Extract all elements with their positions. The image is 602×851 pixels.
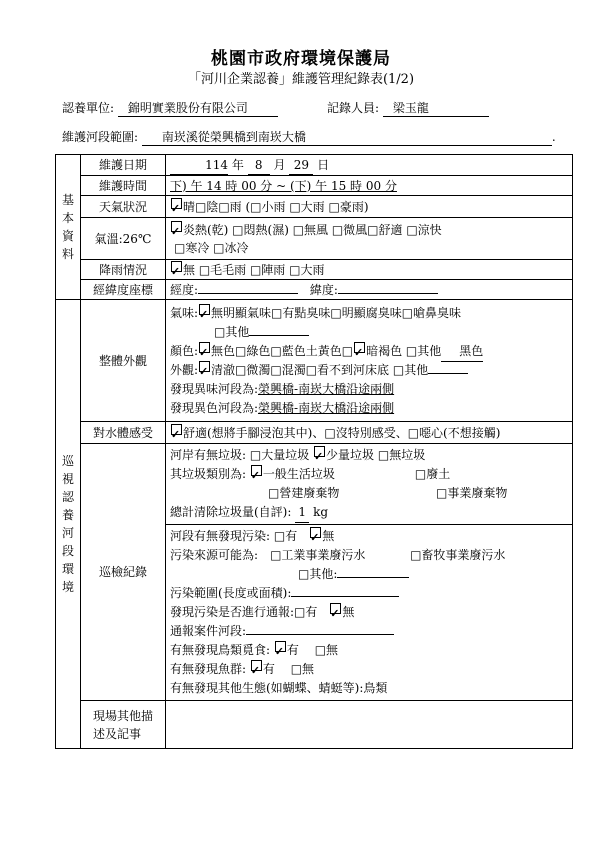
range-value: 南崁溪從榮興橋到南崁大橋	[142, 128, 552, 146]
overall-row	[56, 300, 573, 422]
checkbox-icon: ✓	[199, 304, 210, 315]
temp-row	[56, 218, 573, 260]
feeling-label: 對水體感受	[81, 422, 166, 444]
checkbox-icon: ✓	[314, 446, 325, 457]
time-value: 下) 午 14 時 00 分 ~ (下) 午 15 時 00 分	[166, 176, 573, 196]
date-value: 114 年 8 月 29 日	[166, 155, 573, 176]
adopter-line	[62, 99, 278, 117]
rain-row	[56, 260, 573, 280]
checkbox-icon: ✓	[330, 603, 341, 614]
notes-label: 現場其他描 述及記事	[81, 701, 166, 749]
rain-label: 降雨情況	[81, 260, 166, 280]
time-row	[56, 176, 573, 196]
coord-label: 經緯度座標	[81, 280, 166, 300]
checkbox-icon: ✓	[171, 198, 182, 209]
time-label: 維護時間	[81, 176, 166, 196]
checkbox-icon: ✓	[251, 660, 262, 671]
coord-value: 經度: 緯度:	[166, 280, 573, 300]
overall-label: 整體外觀	[81, 300, 166, 422]
recorder-line	[327, 99, 489, 117]
adopter-value: 錦明實業股份有限公司	[118, 99, 278, 117]
section-basic: 基 本 資 料	[56, 155, 81, 300]
checkbox-icon: ✓	[251, 465, 262, 476]
document-title: 桃園市政府環境保護局	[211, 49, 391, 69]
adopter-label: 認養單位:	[62, 101, 115, 115]
range-label: 維護河段範圍:	[62, 130, 139, 144]
overall-value: 氣味:✓ 無明顯氣味□有點臭味□明顯腐臭味□嗆鼻臭味 □其他 顏色:✓ 無色□綠色□藍色土黃色□✓ 暗褐色 □其他 黑色 外觀:✓ 清澈□微濁□混濁□看不到河床底 □其他 發現異味河段為:榮興橋-南崁大橋沿途兩側 發現異色河段為:榮興橋-南崁大橋沿途兩側	[166, 300, 573, 422]
notes-row	[56, 701, 573, 749]
checkbox-icon: ✓	[171, 424, 182, 435]
weather-label: 天氣狀況	[81, 196, 166, 218]
range-line	[62, 128, 556, 146]
checkbox-icon: ✓	[354, 342, 365, 353]
document-subtitle: 「河川企業認養」維護管理紀錄表(1/2)	[187, 72, 415, 87]
coord-row	[56, 280, 573, 300]
notes-value[interactable]	[166, 701, 573, 749]
checkbox-icon: ✓	[171, 261, 182, 272]
date-label: 維護日期	[81, 155, 166, 176]
feeling-value: ✓ 舒適(想將手腳浸泡其中)、□沒特別感受、□噁心(不想接觸)	[166, 422, 573, 444]
range-end: .	[551, 130, 556, 144]
temp-value: ✓ 炎熱(乾) □悶熱(濕) □無風 □微風□舒適 □涼快 □寒冷 □冰冷	[166, 218, 573, 260]
record-table	[55, 154, 573, 749]
weather-row	[56, 196, 573, 218]
inspection-label: 巡檢紀錄	[81, 444, 166, 701]
checkbox-icon: ✓	[275, 641, 286, 652]
temp-label: 氣溫:26℃	[81, 218, 166, 260]
rain-value: ✓ 無 □毛毛雨 □陣雨 □大雨	[166, 260, 573, 280]
checkbox-icon: ✓	[199, 361, 210, 372]
checkbox-icon: ✓	[310, 527, 321, 538]
recorder-value: 梁玉龍	[383, 99, 489, 117]
inspection-row	[56, 444, 573, 701]
inspection-value: 河岸有無垃圾: □大量垃圾 ✓ 少量垃圾 □無垃圾 其垃圾類別為: ✓ 一般生活垃圾 □廢土 □營建廢棄物 □事業廢棄物 總計清除垃圾量(自評): 1 kg 河段有無發現污染: □有 ✓ 無 污染來源可能為: □工業事業廢污水 □畜牧事業廢污水 □其他: 污染範圍(長度或面積): 發現污染是否進行通報:□有 ✓ 無 通報案件河段: 有無發現鳥類覓食: ✓ 有 □無 有無發現魚群: ✓ 有 □無 有無發現其他生態(如蝴蝶、蜻蜓等):鳥類	[166, 444, 573, 701]
feeling-row	[56, 422, 573, 444]
recorder-label: 記錄人員:	[327, 101, 380, 115]
checkbox-icon: ✓	[171, 221, 182, 232]
weather-value: ✓ 晴□陰□雨 (□小雨 □大雨 □豪雨)	[166, 196, 573, 218]
date-row	[56, 155, 573, 176]
section-patrol: 巡 視 認 養 河 段 環 境	[56, 300, 81, 749]
checkbox-icon: ✓	[199, 342, 210, 353]
